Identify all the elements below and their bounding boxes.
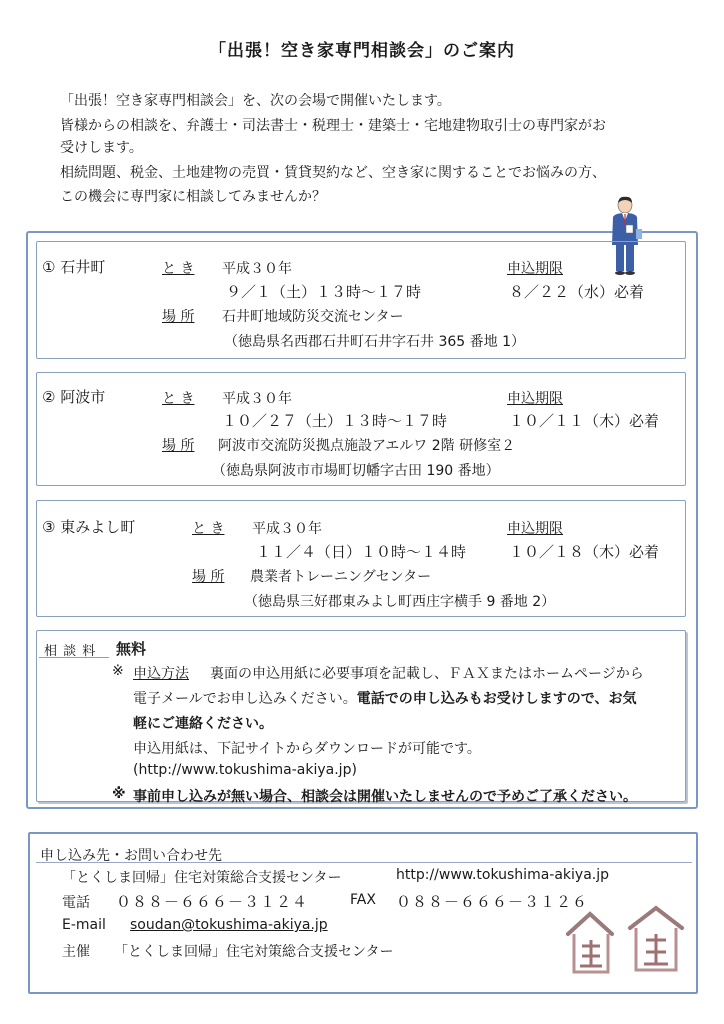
intro-line-2: 皆様からの相談を、弁護士・司法書士・税理士・建築士・宅地建物取引士の専門家がお <box>60 118 606 134</box>
host-label: 主催 <box>62 944 90 960</box>
method-line-2-bold: 電話での申し込みもお受けしますので、お気 <box>356 691 637 707</box>
venue-1-deadline: ８／２２（水）必着 <box>509 283 645 301</box>
method-line-3: 軽にご連絡ください。 <box>133 716 273 732</box>
page-title: 「出張！空き家専門相談会」のご案内 <box>209 41 515 61</box>
venue-3-place: 農業者トレーニングセンター <box>250 569 432 585</box>
venue-1-address: （徳島県名西郡石井町石井字石井 365 番地 1） <box>224 334 525 350</box>
venue-1-deadline-label: 申込期限 <box>507 261 563 277</box>
method-line-4: 申込用紙は、下記サイトからダウンロードが可能です。 <box>133 741 481 757</box>
venue-2-deadline-label: 申込期限 <box>507 391 563 407</box>
fee-label: 相 談 料 <box>44 644 97 659</box>
intro-line-1: 「出張！空き家専門相談会」を、次の会場で開催いたします。 <box>60 93 451 109</box>
venue-1-year: 平成３０年 <box>222 261 292 277</box>
venue-1-place: 石井町地域防災交流センター <box>222 309 404 325</box>
venue-1-name: ① 石井町 <box>42 258 106 276</box>
fax-number: ０８８－６６６－３１２６ <box>396 893 589 911</box>
venue-3-toki-label: と き <box>192 521 225 537</box>
download-url: (http://www.tokushima-akiya.jp) <box>133 762 357 778</box>
venue-3-deadline: １０／１８（木）必着 <box>509 543 660 561</box>
tel-label: 電話 <box>62 895 90 911</box>
method-line-2-plain: 電子メールでお申し込みください。 <box>133 691 357 707</box>
method-line-2 <box>133 688 636 708</box>
email-label: E-mail <box>62 917 106 933</box>
notice-text: 事前申し込みが無い場合、相談会は開催いたしませんので予めご了承ください。 <box>133 789 637 805</box>
venue-3-datetime: １１／４（日）１０時～１４時 <box>256 543 467 561</box>
intro-line-3: 受けします。 <box>60 140 143 156</box>
method-mark: ※ <box>112 663 124 679</box>
akiya-house-logo <box>562 904 694 980</box>
venue-2-datetime: １０／２７（土）１３時～１７時 <box>222 412 448 430</box>
fee-label-underline <box>39 657 109 658</box>
venue-3-deadline-label: 申込期限 <box>507 521 563 537</box>
venue-2-year: 平成３０年 <box>222 391 292 407</box>
tel-number: ０８８－６６６－３１２４ <box>116 893 309 911</box>
email-link[interactable]: soudan@tokushima-akiya.jp <box>130 917 328 933</box>
host-org: 「とくしま回帰」住宅対策総合支援センター <box>114 944 394 960</box>
notice-mark: ※ <box>112 786 126 802</box>
fax-label: FAX <box>350 892 376 908</box>
contact-org: 「とくしま回帰」住宅対策総合支援センター <box>62 870 342 886</box>
venue-1-basho-label: 場 所 <box>162 309 195 325</box>
venue-3-address: （徳島県三好郡東みよし町西庄字横手 9 番地 2） <box>244 594 556 610</box>
contact-heading: 申し込み先・お問い合わせ先 <box>40 848 222 864</box>
contact-url[interactable]: http://www.tokushima-akiya.jp <box>396 867 610 883</box>
venue-3-year: 平成３０年 <box>252 521 322 537</box>
venue-3-basho-label: 場 所 <box>192 569 225 585</box>
contact-divider <box>36 862 692 863</box>
venue-3-name: ③ 東みよし町 <box>42 518 136 536</box>
venue-2-place: 阿波市交流防災拠点施設アエルワ 2階 研修室２ <box>218 438 516 454</box>
fee-value: 無料 <box>116 640 147 658</box>
intro-line-5: この機会に専門家に相談してみませんか？ <box>60 189 326 205</box>
venue-1-toki-label: と き <box>162 261 195 277</box>
method-label: 申込方法 <box>133 666 189 682</box>
venue-1-datetime: ９／１（土）１３時～１７時 <box>226 283 422 301</box>
venue-2-address: （徳島県阿波市市場町切幡字古田 190 番地） <box>212 463 500 479</box>
venue-2-deadline: １０／１１（木）必着 <box>509 412 660 430</box>
venue-2-basho-label: 場 所 <box>162 438 195 454</box>
intro-line-4: 相続問題、税金、土地建物の売買・賃貸契約など、空き家に関することでお悩みの方、 <box>60 165 606 181</box>
method-text: 裏面の申込用紙に必要事項を記載し、ＦＡＸまたはホームページから <box>210 666 644 682</box>
venue-2-name: ② 阿波市 <box>42 388 106 406</box>
venue-2-toki-label: と き <box>162 391 195 407</box>
